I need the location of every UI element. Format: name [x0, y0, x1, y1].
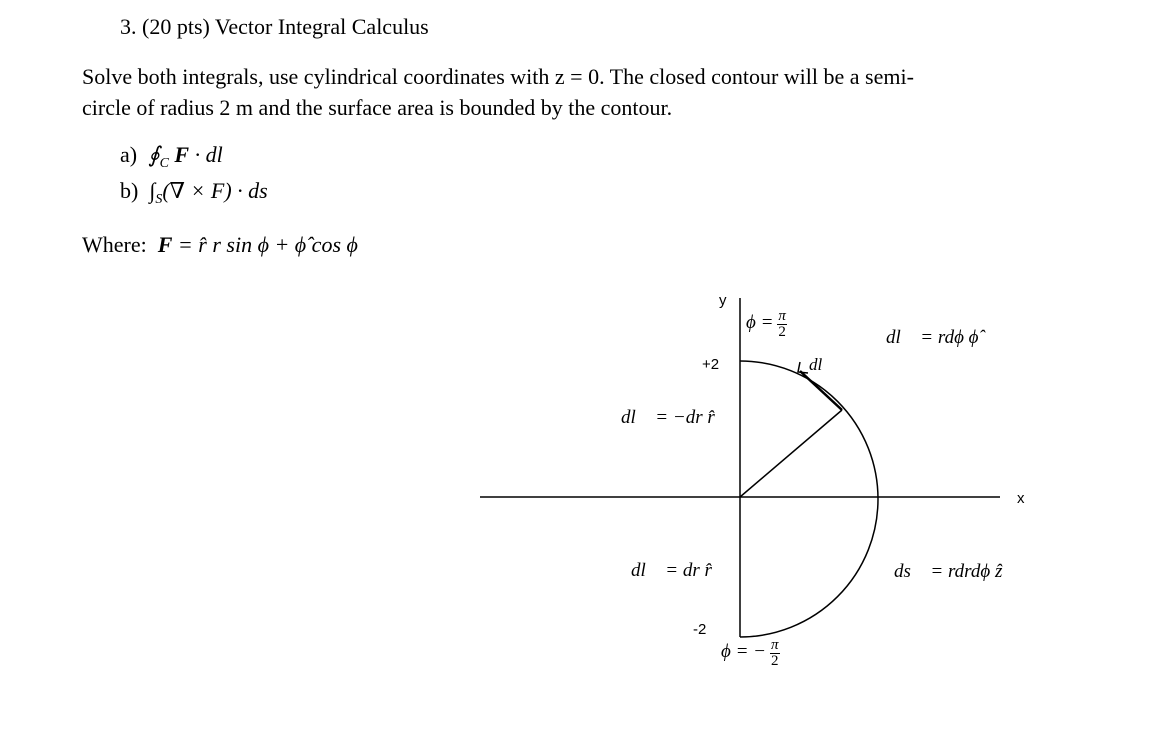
phi-bottom-den: 2 [770, 653, 779, 669]
dl-upper-equation: dl⃗ = −dr r̂ [621, 407, 715, 428]
dl-arc-equation: dl⃗ = rdϕ ϕ̂ [886, 327, 979, 348]
part-a-field: F [174, 142, 190, 167]
phi-top-den: 2 [778, 324, 786, 340]
surface-subscript: S [155, 192, 163, 207]
arc-tangent-vector [800, 371, 842, 410]
where-field: F [157, 232, 173, 257]
part-a-body: · dl [189, 142, 223, 167]
contour-subscript: C [159, 156, 169, 171]
intro-line-1: Solve both integrals, use cylindrical coordinates with z = 0. The closed contour will be a semi- [82, 64, 914, 89]
ds-equation: ds⃗ = rdrdϕ ẑ [894, 561, 1003, 582]
intro-line-2: circle of radius 2 m and the surface area is bounded by the contour. [82, 95, 673, 120]
phi-bottom-fraction [770, 638, 780, 669]
where-expression: = r̂ r sin ϕ + ϕ̂ cos ϕ [172, 232, 358, 257]
part-b-body: (∇ × F) · ds [162, 178, 268, 203]
tick-top-label: +2 [702, 356, 720, 373]
problem-heading: 3. (20 pts) Vector Integral Calculus [120, 14, 429, 39]
phi-top-num: π [778, 308, 786, 324]
tick-bottom-label: -2 [693, 621, 707, 638]
part-b-label: b) [120, 178, 139, 203]
dl-lower-equation: dl⃗ = dr r̂ [631, 560, 712, 581]
x-axis-label: x [1017, 490, 1025, 507]
part-a-label: a) [120, 142, 138, 167]
arc-vector-label: dl⃗ [809, 355, 836, 374]
phi-bottom-lhs: ϕ = − [721, 641, 766, 663]
phi-bottom-num: π [770, 637, 779, 653]
surface-integral-symbol: ∫ [149, 178, 156, 203]
y-axis-label: y [719, 292, 727, 309]
phi-top-fraction [777, 309, 787, 340]
contour-integral-symbol: ∮ [148, 142, 160, 167]
semicircle-arc [740, 361, 878, 637]
where-label: Where: [82, 232, 147, 257]
phi-top-lhs: ϕ = [746, 312, 774, 334]
radius-line [740, 410, 842, 497]
phi-top-label [746, 309, 787, 340]
phi-bottom-label [721, 638, 780, 669]
arc-vector-arrowhead [798, 362, 808, 373]
